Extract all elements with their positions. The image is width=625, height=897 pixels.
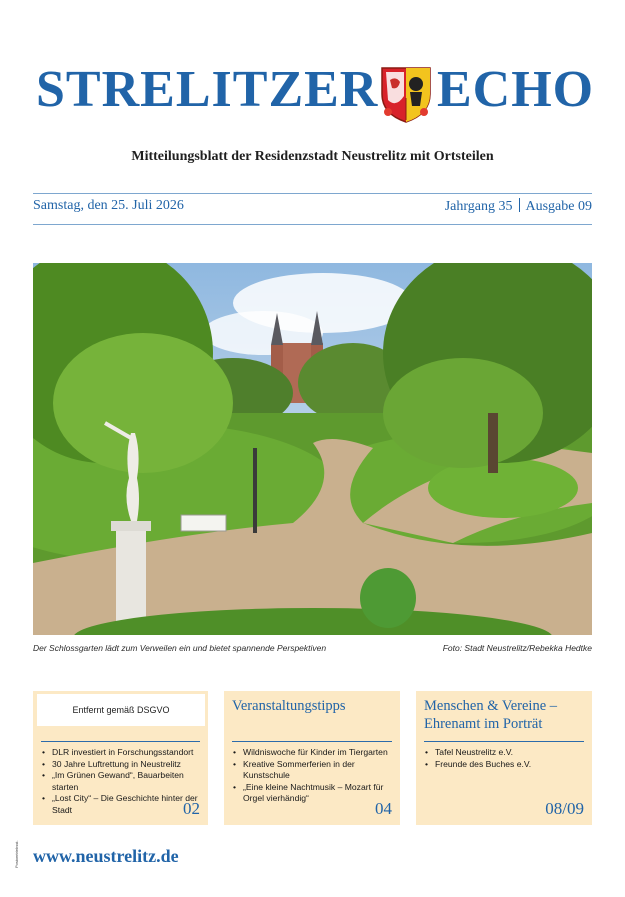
list-item: • „Lost City“ – Die Geschichte hinter der Stadt — [41, 793, 202, 816]
list-item: • Kreative Sommerferien in der Kunstschule — [232, 759, 394, 782]
list-item: • Freunde des Buches e.V. — [424, 759, 586, 771]
issue-number: Ausgabe 09 — [525, 199, 592, 214]
teaser-rule — [41, 741, 200, 742]
list-item: • „Im Grünen Gewand“, Bauarbeiten starten — [41, 770, 202, 793]
list-item: • 30 Jahre Luftrettung in Neustrelitz — [41, 759, 202, 771]
masthead-subtitle: Mitteilungsblatt der Residenzstadt Neustrelitz mit Ortsteilen — [131, 149, 494, 164]
list-item: • Tafel Neustrelitz e.V. — [424, 747, 586, 759]
teaser-list — [232, 747, 394, 805]
dateline-rule-top — [33, 193, 592, 194]
teaser-page-number: 04 — [375, 799, 392, 818]
list-item: • „Eine kleine Nachtmusik – Mozart für Orgel vierhändig“ — [232, 782, 394, 805]
masthead-title-right: ECHO — [437, 61, 595, 118]
volume-number: Jahrgang 35 — [444, 199, 513, 214]
issue-date: Samstag, den 25. Juli 2026 — [33, 198, 184, 213]
teaser-list — [424, 747, 586, 770]
website-link[interactable]: www.neustrelitz.de — [33, 846, 179, 866]
dateline-rule-bottom — [33, 224, 592, 225]
redaction-notice: Entfernt gemäß DSGVO — [37, 694, 205, 726]
teaser-box-news[interactable] — [33, 691, 208, 825]
teaser-page-number: 08/09 — [545, 799, 584, 818]
teaser-list — [41, 747, 202, 817]
divider — [519, 198, 520, 212]
dateline — [33, 198, 592, 218]
list-item: • DLR investiert in Forschungsstandort — [41, 747, 202, 759]
postal-note: Postvertriebsst. — [14, 840, 19, 868]
masthead-title-left: STRELITZER — [36, 61, 379, 118]
coat-of-arms-icon — [376, 62, 436, 124]
issue-info — [445, 198, 592, 215]
teaser-box-people[interactable] — [416, 691, 592, 825]
masthead — [0, 58, 625, 128]
cover-photo — [33, 263, 592, 635]
list-item: • Wildniswoche für Kinder im Tiergarten — [232, 747, 394, 759]
teaser-box-events[interactable] — [224, 691, 400, 825]
teaser-title: Veranstaltungstipps — [232, 698, 346, 714]
photo-caption: Der Schlossgarten lädt zum Verweilen ein und bietet spannende Perspektiven — [33, 643, 327, 653]
teaser-title: Menschen & Vereine – Ehrenamt im Porträt — [424, 698, 558, 732]
teaser-page-number: 02 — [183, 799, 200, 818]
teaser-rule — [424, 741, 584, 742]
photo-credit: Foto: Stadt Neustrelitz/Rebekka Hedtke — [442, 643, 592, 653]
teaser-rule — [232, 741, 392, 742]
